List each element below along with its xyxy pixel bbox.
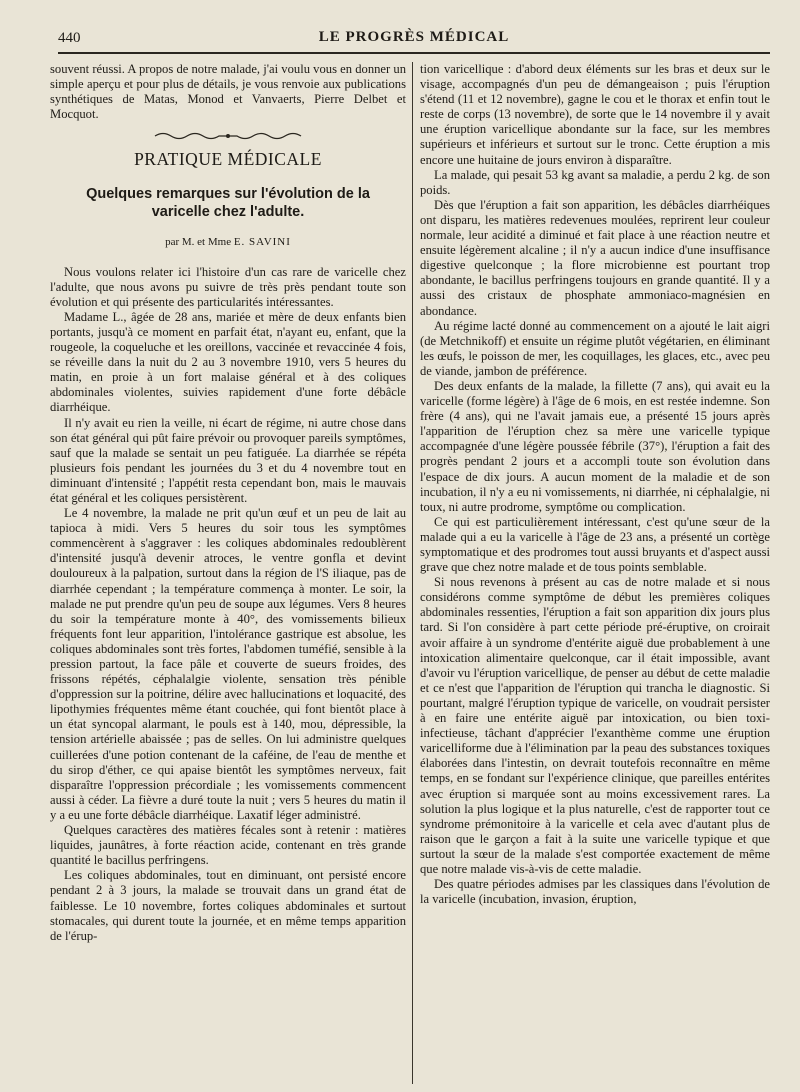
paragraph: La malade, qui pesait 53 kg avant sa maladie, a perdu 2 kg. de son poids. <box>420 167 770 197</box>
paragraph: Les coliques abdominales, tout en diminuant, ont persisté encore pendant 2 à 3 jours, la malade se trouvait dans un grand état de faiblesse. Le 10 novembre, fortes coliques abdominales et surtout stomacales, qui durent toute la journée, et en même temps apparition de l'érup- <box>50 868 406 943</box>
ornament-divider <box>153 130 303 142</box>
page-number: 440 <box>58 30 81 46</box>
paragraph: Des deux enfants de la malade, la fillette (7 ans), qui avait eu la varicelle (forme légère) à l'âge de 6 mois, en est restée indemne. Son frère (4 ans), qui ne l'avait jamais eue, a présenté 15 jours après l'apparition de l'éruption chez sa mère une varicelle typique accompagnée d'une légère poussée fébrile (37°), l'éruption a fait des progrès pendant 2 jours et a accompli toute son évolution dans l'espace de dix jours. A aucun moment de la maladie et de son incubation, il n'y a eu ni vomissements, ni diarrhée, ni céphalalgie, ni toux, ni autre prodrome, symptôme ou complication. <box>420 378 770 514</box>
section-title: PRATIQUE MÉDICALE <box>134 149 322 170</box>
paragraph: Ce qui est particulièrement intéressant, c'est qu'une sœur de la malade qui a eu la varicelle à l'âge de 23 ans, a présenté un cortège symptomatique et des prodromes tout aussi bruyants et d'aspect aussi grave que chez notre malade et de tous points semblable. <box>420 514 770 575</box>
paragraph: Au régime lacté donné au commencement on a ajouté le lait aigri (de Metchnikoff) et ensuite un régime plutôt végétarien, en éliminant les œufs, le poisson de mer, les coquillages, les glaces, etc., avec peu de viande, jambon de préférence. <box>420 318 770 378</box>
paragraph: Nous voulons relater ici l'histoire d'un cas rare de varicelle chez l'adulte, que nous avons pu suivre de très près pendant toute son évolution et qui présente des particularités intéressantes. <box>50 264 406 309</box>
paragraph: Il n'y avait eu rien la veille, ni écart de régime, ni autre chose dans son état général qui pût faire prévoir ou provoquer pareils symptômes, sauf que la malade se sentait un peu fatiguée. La diarrhée se répéta plusieurs fois pendant les journées du 3 et du 4 novembre tout en diminuant d'intensité ; l'appétit resta cependant bon, mais le mauvais état général et les coliques persistèrent. <box>50 415 406 505</box>
paragraph: Dès que l'éruption a fait son apparition, les débâcles diarrhéiques ont disparu, les matières redevenues moulées, reprirent leur couleur normale, leur acidité a diminué et fait place à une réaction neutre et ensuite légèrement alcaline ; il n'y a aucun indice d'une insuffisance digestive quelconque ; la flore microbienne est pourtant trop abondante, le bacillus perfringens toujours en grande quantité. Il y a aussi des cristaux de phosphate ammoniaco-magnésien en abondance. <box>420 197 770 318</box>
paragraph: Des quatre périodes admises par les classiques dans l'évolution de la varicelle (incubation, invasion, éruption, <box>420 877 770 907</box>
paragraph: Si nous revenons à présent au cas de notre malade et si nous considérons comme symptôme de début les premières coliques abdominales ressenties, l'éruption a fait son apparition dix jours plus tard. Si l'on considère à part cette période pré-éruptive, on croirait avoir affaire à un syndrome d'entérite aiguë due probablement à une intoxication alimentaire quelconque, car il était impossible, avant d'avoir vu l'éruption varicellique, de penser au début de cette maladie et ce n'est que l'apparition de l'éruption qui trancha le diagnostic. Si pourtant, malgré l'éruption typique de varicelle, on voudrait persister à en faire une entérite aiguë par intoxication, ou bien toxi-infectieuse, tâchant d'apprécier l'exanthème comme une éruption varicelliforme due à l'élimination par la peau des substances toxiques élaborées dans l'intestin, on devrait toutefois reconnaître en même temps, en se fondant sur l'expérience clinique, que pareilles entérites avec éruption si marquée sont au moins excessivement rares. La solution la plus logique et la plus naturelle, c'est de rapporter tout ce syndrome prémonitoire à la varicelle et cela avec d'autant plus de raison que le garçon a fait à la suite une varicelle typique et que surtout la sœur de la malade s'est comportée exactement de même que notre malade vis-à-vis de cette maladie. <box>420 575 770 876</box>
paragraph: Quelques caractères des matières fécales sont à retenir : matières liquides, jaunâtres, à forte réaction acide, contenant en très grande quantité le bacillus perfringens. <box>50 823 406 868</box>
paragraph: Le 4 novembre, la malade ne prit qu'un œuf et un peu de lait au tapioca à midi. Vers 5 heures du soir tous les symptômes commencèrent à s'aggraver : les coliques abdominales redoublèrent d'intensité jusqu'à devenir atroces, le ventre gonfla et devint douloureux à la palpation, surtout dans la région de l'S iliaque, pas de diarrhée cependant ; la température commença à monter. Le soir, la malade ne put prendre qu'un peu de soupe aux légumes. Vers 8 heures du soir la température monte à 40°, des vomissements bilieux fréquents font leur apparition, l'intolérance gastrique est absolue, les coliques abdominales sont très fortes, l'abdomen tuméfié, sensible à la pression partout, la face pâle et couverte de sueurs froides, des frissons répétés, céphalalgie violente, sensation très pénible d'oppression sur la poitrine, délire avec hallucinations et loquacité, des lipothymies fréquentes même étant couchée, qui font bientôt place à un état syncopal alarmant, le pouls est à 140, mou, dépressible, la tension artérielle abaissée ; pas de selles. On lui administre quelques cuillerées d'une potion contenant de la caféine, de l'eau de menthe et du sirop d'éther, ce qui apaise bientôt les symptômes nerveux, fait disparaître l'oppression précordiale ; les vomissements commencent aussi à céder. La fièvre a duré toute la nuit ; vers 5 heures du matin il y a eu une forte débâcle diarrhéique. Laxatif léger administré. <box>50 506 406 822</box>
byline-prefix: par M. et Mme <box>165 236 232 249</box>
page-header <box>58 26 770 54</box>
byline-author: E. SAVINI <box>233 236 291 249</box>
running-title: LE PROGRÈS MÉDICAL <box>318 29 510 45</box>
paragraph: tion varicellique : d'abord deux éléments sur les bras et deux sur le visage, accompagnés d'un peu de démangeaison ; puis l'éruption s'étend (11 et 12 novembre), gagne le cou et le thorax et enfin tout le reste de corps (13 novembre), de sorte que le 14 novembre il y avait une éruption varicellique abondante sur la face, sur les membres supérieurs et inférieurs et surtout sur le tronc. Cette éruption a mis encore une huitaine de jours environ à disparaître. <box>420 62 770 167</box>
left-column <box>50 62 406 1082</box>
byline <box>50 235 406 250</box>
intro-paragraph: souvent réussi. A propos de notre malade, j'ai voulu vous en donner un simple aperçu et pour plus de détails, je vous renvoie aux publications synthétiques de Matas, Monod et Vanvaerts, Pierre Delbet et Mocquot. <box>50 62 406 122</box>
article-title: Quelques remarques sur l'évolution de la varicelle chez l'adulte. <box>86 186 370 221</box>
column-divider <box>412 62 413 1084</box>
paragraph: Madame L., âgée de 28 ans, mariée et mère de deux enfants bien portants, jusqu'à ce moment en parfait état, n'ayant eu, enfant, que la rougeole, la coqueluche et les oreillons, vaccinée et revaccinée 4 fois, se réveille dans la nuit du 2 au 3 novembre 1910, vers 5 heures du matin, en proie à un fort malaise général et à des coliques abdominales violentes, suivies rapidement d'une forte débâcle diarrhéique. <box>50 309 406 415</box>
right-column <box>420 62 770 1082</box>
